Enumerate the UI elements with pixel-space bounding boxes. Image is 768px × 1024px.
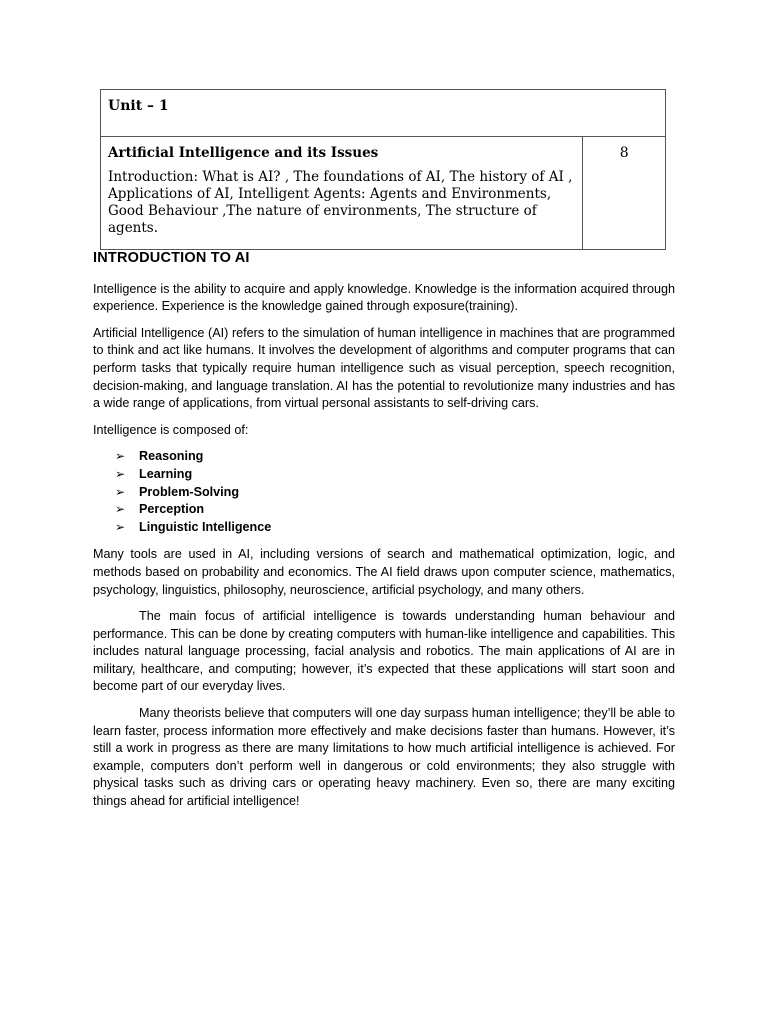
- list-item-label: Problem-Solving: [139, 484, 240, 499]
- list-item: [115, 501, 675, 519]
- topic-row: [101, 137, 666, 250]
- arrow-bullet-icon: ➢: [115, 519, 126, 534]
- paragraph-composed-of: Intelligence is composed of:: [93, 422, 249, 437]
- unit-row: [101, 90, 666, 137]
- topic-description: Introduction: What is AI? , The foundations of AI, The history of AI , Applications of AI, Intelligent Agents: Agents and Environments, Good Behaviour ,The nature of environments, The structure of agents.: [108, 169, 573, 236]
- topic-title: Artificial Intelligence and its Issues: [108, 145, 379, 161]
- hours-value: 8: [583, 137, 666, 250]
- list-item-label: Learning: [139, 466, 193, 481]
- paragraph-intelligence-definition: Intelligence is the ability to acquire and apply knowledge. Knowledge is the information acquired through experience. Experience is the knowledge gained through exposure(training).: [93, 281, 675, 314]
- arrow-bullet-icon: ➢: [115, 449, 126, 464]
- list-item: [115, 448, 675, 466]
- paragraph-ai-definition: Artificial Intelligence (AI) refers to the simulation of human intelligence in machines that are programmed to think and act like humans. It involves the development of algorithms and computer programs that can perform tasks that typically require human intelligence such as visual perception, speech recognition, decision-making, and language translation. AI has the potential to revolutionize many industries and has a wide range of applications, from virtual personal assistants to self-driving cars.: [93, 325, 675, 411]
- arrow-bullet-icon: ➢: [115, 484, 126, 499]
- paragraph-ai-focus: The main focus of artificial intelligence is towards understanding human behaviour and performance. This can be done by creating computers with human-like intelligence and capabilities. This includes natural language processing, facial analysis and robotics. The main applications of AI are in military, healthcare, and computing; however, it’s expected that these applications will start soon and become part of our everyday lives.: [93, 609, 675, 694]
- main-content: [93, 250, 675, 820]
- paragraph-ai-tools: Many tools are used in AI, including versions of search and mathematical optimization, logic, and methods based on probability and economics. The AI field draws upon computer science, mathematics, psychology, linguistics, philosophy, neuroscience, artificial psychology, and many others.: [93, 547, 675, 597]
- list-item-label: Linguistic Intelligence: [139, 519, 272, 534]
- unit-label: Unit – 1: [101, 90, 666, 137]
- intelligence-components-list: [93, 448, 675, 536]
- section-heading: INTRODUCTION TO AI: [93, 250, 250, 266]
- paragraph-ai-future: Many theorists believe that computers will one day surpass human intelligence; they’ll be able to learn faster, process information more effectively and make decisions faster than humans. However, it’s still a work in progress as there are many limitations to how much artificial intelligence is achieved. For example, computers don’t perform well in dangerous or cold environments; they also struggle with physical tasks such as driving cars or operating heavy machinery. Even so, there are many exciting things ahead for artificial intelligence!: [93, 706, 675, 809]
- arrow-bullet-icon: ➢: [115, 466, 126, 481]
- list-item-label: Reasoning: [139, 449, 204, 464]
- topic-cell: [101, 137, 583, 250]
- syllabus-table: [100, 89, 666, 250]
- arrow-bullet-icon: ➢: [115, 502, 126, 517]
- list-item: [115, 484, 675, 502]
- list-item: [115, 519, 675, 537]
- list-item: [115, 466, 675, 484]
- list-item-label: Perception: [139, 502, 205, 517]
